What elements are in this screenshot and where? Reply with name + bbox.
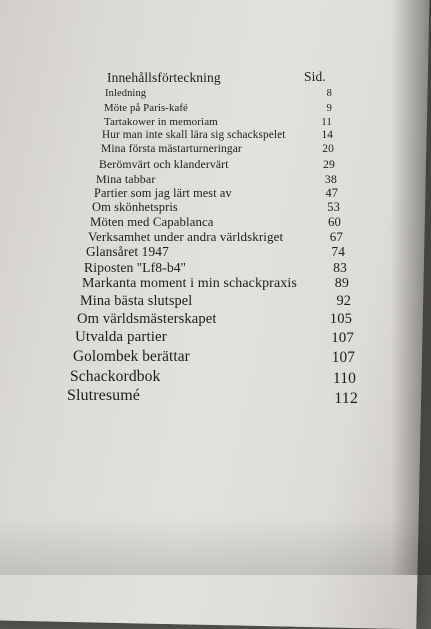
toc-page-column-label: Sid. xyxy=(304,69,326,84)
toc-entry-page: 11 xyxy=(321,116,332,128)
toc-entry-title: Möte på Paris-kafé xyxy=(104,102,188,114)
toc-entry-page: 105 xyxy=(329,311,352,327)
toc-entry-page: 112 xyxy=(334,390,358,407)
toc-entry-page: 29 xyxy=(323,157,335,171)
toc-entry-title: Berömvärt och klandervärt xyxy=(99,157,229,171)
toc-entry-title: Golombek berättar xyxy=(73,348,190,365)
toc-entry-title: Utvalda partier xyxy=(75,329,167,345)
toc-entry-page: 20 xyxy=(322,143,334,155)
toc-entry-page: 74 xyxy=(331,244,345,259)
toc-entry-title: Verksamhet under andra världskriget xyxy=(88,229,284,244)
toc-entry-page: 8 xyxy=(326,88,332,99)
toc-entry-title: Mina bästa slutspel xyxy=(80,293,193,309)
toc-entry-page: 89 xyxy=(334,276,349,291)
toc-entry-page: 53 xyxy=(327,200,340,214)
toc-entry-page: 67 xyxy=(329,229,343,244)
toc-entry-page: 92 xyxy=(336,293,351,309)
toc-entry-title: Hur man inte skall lära sig schackspelet xyxy=(102,129,286,141)
toc-entry-title: Inledning xyxy=(105,88,147,99)
toc-entry-page: 60 xyxy=(328,215,341,229)
toc-entry-title: Mina tabbar xyxy=(96,172,156,186)
toc-entry-page: 14 xyxy=(321,129,333,141)
toc-entry-title: Slutresumé xyxy=(67,387,140,404)
toc-entry-page: 107 xyxy=(331,330,354,346)
toc-entry-page: 38 xyxy=(324,172,337,186)
toc-heading: Innehållsförteckning xyxy=(107,70,221,85)
toc-entry-page: 110 xyxy=(332,370,356,387)
toc-entry-title: Om världsmästerskapet xyxy=(77,311,217,327)
toc-entry-title: Partier som jag lärt mest av xyxy=(94,186,232,200)
toc-entry-page: 83 xyxy=(333,260,347,275)
toc-entry-title: Schackordbok xyxy=(70,368,161,385)
toc-entry-page: 47 xyxy=(325,186,338,200)
toc-entry-page: 107 xyxy=(331,349,355,366)
toc-entry-title: Markanta moment i min schackpraxis xyxy=(82,276,297,291)
toc-entry-title: Om skönhetspris xyxy=(92,200,178,214)
toc-entry-title: Möten med Capablanca xyxy=(90,215,214,229)
toc-entry-title: Glansåret 1947 xyxy=(86,244,169,259)
toc-entry-title: Tartakower in memoriam xyxy=(104,116,218,128)
toc-entry-title: Mina första mästarturneringar xyxy=(101,143,242,155)
toc-entry-page: 9 xyxy=(326,102,332,114)
toc-entry-title: Riposten ''Lf8-b4'' xyxy=(84,260,186,275)
